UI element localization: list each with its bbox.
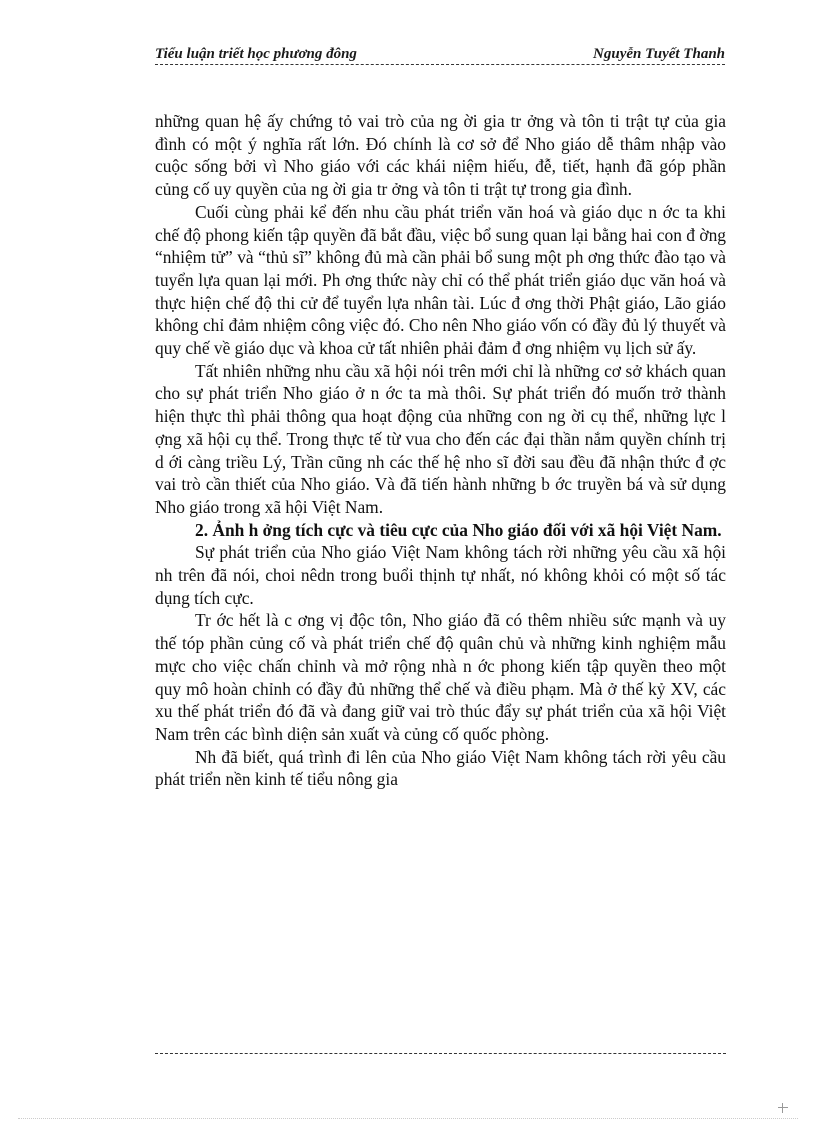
- paragraph: Tất nhiên những nhu cầu xã hội nói trên mới chỉ là những cơ sở khách quan cho sự phát triển Nho giáo ở n ớc ta mà thôi. Sự phát triển đó muốn trở thành hiện thực thì phải thông qua hoạt động của những con ng ời cụ thể, những lực l ợng xã hội cụ thể. Trong thực tế từ vua cho đến các đại thần nắm quyền chính trị d ới càng triều Lý, Trần cũng nh các thế hệ nho sĩ đời sau đều đã nhận thức đ ợc vai trò cần thiết của Nho giáo. Và đã tiến hành những b ớc truyền bá và sử dụng Nho giáo trong xã hội Việt Nam.: [155, 360, 726, 517]
- paragraph: Tr ớc hết là c ơng vị độc tôn, Nho giáo đã có thêm nhiều sức mạnh và uy thế tóp phần củng cố và phát triển chế độ quân chủ và những kinh nghiệm mẫu mực cho việc chấn chỉnh và mở rộng nhà n ớc phong kiến tập quyền theo một quy mô hoàn chỉnh có đầy đủ những thể chế và điều phạm. Mà ở thế kỷ XV, các xu thế phát triển đó đã và đang giữ vai trò thúc đẩy sự phát triển của xã hội Việt Nam trên các bình diện sản xuất và củng cố quốc phòng.: [155, 610, 726, 744]
- crop-mark-icon: [778, 1103, 788, 1113]
- paragraph: Cuối cùng phải kể đến nhu cầu phát triển văn hoá và giáo dục n ớc ta khi chế độ phong kiến tập quyền đã bắt đầu, việc bổ sung quan lại bằng hai con đ ờng “nhiệm tử” và “thủ sĩ” không đủ mà cần phải bổ sung một ph ơng thức đào tạo và tuyển lựa quan lại mới. Ph ơng thức này chỉ có thể phát triển giáo dục văn hoá và thực hiện chế độ thi cử để tuyển lựa nhân tài. Lúc đ ơng thời Phật giáo, Lão giáo không chỉ đảm nhiệm công việc đó. Cho nên Nho giáo vốn có đầy đủ lý thuyết và quy chế về giáo dục và khoa cử tất nhiên phải đảm đ ơng nhiệm vụ lịch sử ấy.: [155, 201, 726, 359]
- page-header: [155, 46, 725, 68]
- header-author: Nguyễn Tuyết Thanh: [593, 46, 725, 62]
- paragraph: Sự phát triển của Nho giáo Việt Nam không tách rời những yêu cầu xã hội nh trên đã nói, choi nêdn trong buổi thịnh tự nhất, nó không khỏi có một số tác dụng tích cực.: [155, 542, 726, 608]
- header-rule: [155, 64, 725, 65]
- page-edge: [18, 1118, 798, 1119]
- paragraph: những quan hệ ấy chứng tỏ vai trò của ng ời gia tr ởng và tôn ti trật tự của gia đình có một ý nghĩa rất lớn. Đó chính là cơ sở để Nho giáo dễ thâm nhập vào cuộc sống bởi vì Nho giáo với các khái niệm hiếu, đễ, tiết, hạnh đã góp phần củng cố uy quyền của ng ời gia tr ởng và tôn ti trật tự trong gia đình.: [155, 111, 726, 200]
- body-text: [155, 110, 726, 791]
- header-title: Tiểu luận triết học phương đông: [155, 46, 357, 62]
- footer-rule: [155, 1053, 726, 1054]
- paragraph: Nh đã biết, quá trình đi lên của Nho giáo Việt Nam không tách rời yêu cầu phát triển nền kinh tế tiểu nông gia: [155, 746, 726, 790]
- section-heading: 2. Ảnh h ởng tích cực và tiêu cực của Nho giáo đối với xã hội Việt Nam.: [195, 519, 722, 540]
